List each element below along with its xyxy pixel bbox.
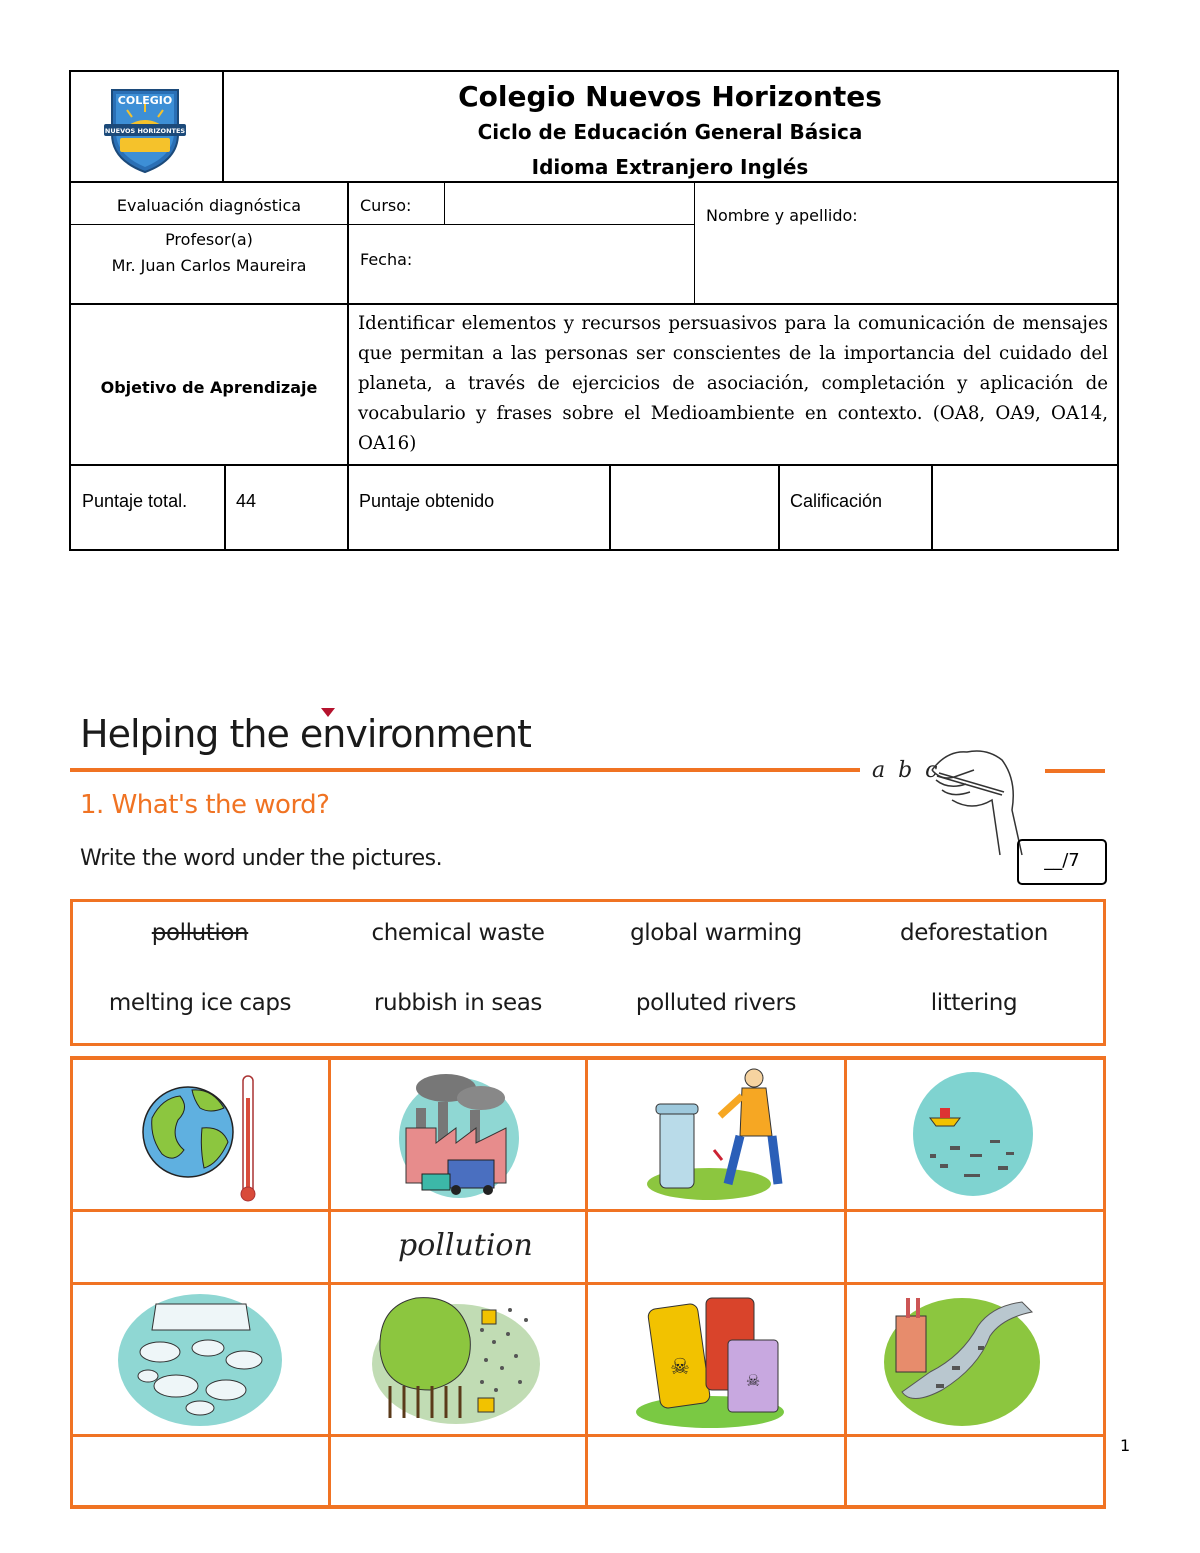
answer-field[interactable] [332,1438,584,1504]
evaluation-type: Evaluación diagnóstica [116,196,302,215]
date-label: Fecha: [360,250,413,269]
word-bank-item: melting ice caps [108,990,292,1016]
worksheet-title: Helping the environment [80,712,531,756]
obtained-score-field[interactable] [612,467,776,547]
word-bank-item: global warming [630,920,802,946]
total-score-label: Puntaje total. [82,491,188,511]
grade-label: Calificación [790,491,883,511]
answer-field[interactable] [74,1213,326,1281]
objective-label: Objetivo de Aprendizaje [100,378,318,397]
writing-hand-icon [912,740,1032,860]
subject-name: Idioma Extranjero Inglés [531,155,809,179]
page-number: 1 [1120,1436,1131,1455]
objective-text: Identificar elementos y recursos persuasivos para la comunicación de mensajes que permitan a las personas ser conscientes de la importancia del cuidado del planeta, a través de ejercicios de asociación, completación y aplicación de vocabulario y frases sobre el Medioambiente en contexto. (OA8, OA9, OA14, OA16) [358,313,1108,454]
answer-field[interactable] [848,1213,1101,1281]
svg-text:☠: ☠ [745,1371,761,1390]
chemical-waste-picture [634,1292,792,1430]
question-heading: 1. What's the word? [80,790,330,820]
word-bank-item: rubbish in seas [374,990,542,1016]
melting-ice-caps-picture [116,1290,284,1430]
example-answer: pollution [398,1228,533,1263]
name-field[interactable] [696,232,1116,302]
polluted-rivers-picture [882,1292,1042,1428]
word-bank-item: chemical waste [371,920,545,946]
answer-field[interactable] [589,1213,842,1281]
answer-field[interactable] [74,1438,326,1504]
course-label: Curso: [360,196,412,215]
title-underline-right [1045,769,1105,773]
course-field[interactable] [446,183,693,223]
deforestation-picture [370,1290,542,1430]
svg-text:☠: ☠ [670,1355,690,1380]
score-box: __/7 [1017,839,1107,885]
school-name: Colegio Nuevos Horizontes [458,80,882,113]
teacher-label: Profesor(a) [165,230,253,249]
answer-field[interactable] [848,1438,1101,1504]
svg-text:COLEGIO: COLEGIO [117,94,173,107]
total-score-value: 44 [236,491,257,511]
svg-text:NUEVOS HORIZONTES: NUEVOS HORIZONTES [104,127,186,135]
date-field[interactable] [420,228,690,300]
school-logo [100,82,190,174]
word-bank-item: deforestation [900,920,1048,946]
grade-field[interactable] [934,467,1116,547]
education-cycle: Ciclo de Educación General Básica [477,120,863,144]
word-bank-item: pollution [151,920,249,946]
pollution-picture [396,1068,522,1200]
title-underline [70,768,860,772]
obtained-score-label: Puntaje obtenido [359,491,495,511]
teacher-name: Mr. Juan Carlos Maureira [111,256,307,275]
global-warming-picture [140,1068,270,1204]
abc-text: a b c [872,758,941,783]
instruction-text: Write the word under the pictures. [80,846,443,871]
littering-picture [644,1066,794,1202]
word-bank-item: littering [930,990,1018,1016]
answer-field[interactable] [589,1438,842,1504]
name-label: Nombre y apellido: [706,206,858,225]
word-bank-item: polluted rivers [635,990,797,1016]
rubbish-in-seas-picture [910,1070,1036,1198]
